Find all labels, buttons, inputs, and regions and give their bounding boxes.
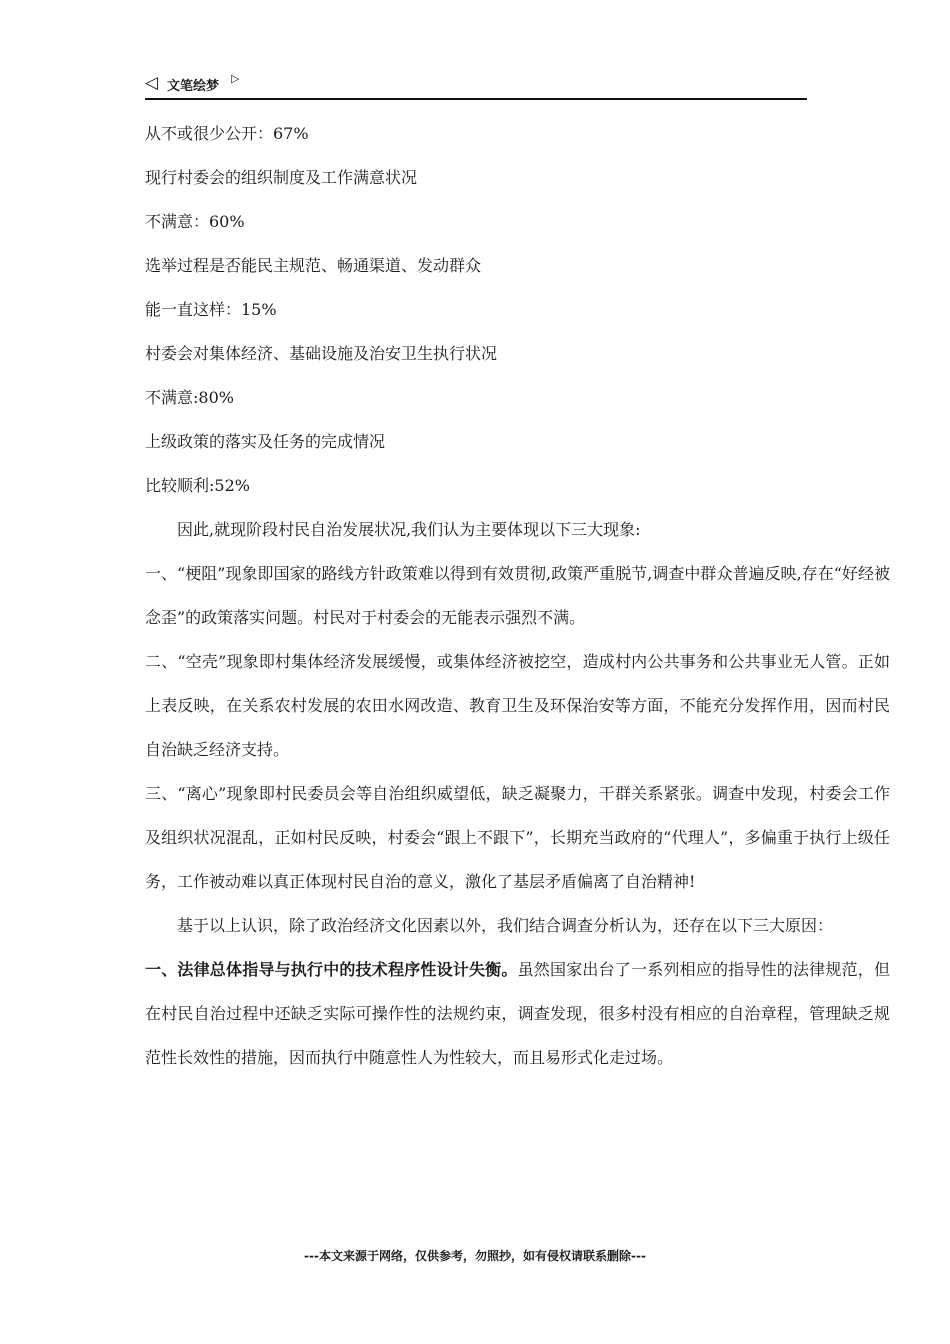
- reason-paragraph: [145, 948, 890, 1080]
- reason-body: 虽然国家出台了一系列相应的指导性的法律规范，但在村民自治过程中还缺乏实际可操作性的法规约束，调查发现，很多村没有相应的自治章程，管理缺乏规范性长效性的措施，因而执行中随意性人为性较大，而且易形式化走过场。: [145, 960, 890, 1067]
- survey-line: 不满意:80%: [145, 388, 234, 407]
- phenomenon-paragraph: 三、“离心”现象即村民委员会等自治组织威望低，缺乏凝聚力，干群关系紧张。调查中发现，村委会工作及组织状况混乱，正如村民反映，村委会“跟上不跟下”，长期充当政府的“代理人”，多偏重于执行上级任务，工作被动难以真正体现村民自治的意义，激化了基层矛盾偏离了自治精神!: [145, 784, 890, 891]
- left-triangle-icon: ◁: [145, 73, 159, 93]
- survey-line: 村委会对集体经济、基础设施及治安卫生执行状况: [145, 344, 498, 363]
- reasons-intro-paragraph: 基于以上认识，除了政治经济文化因素以外，我们结合调查分析认为，还存在以下三大原因：: [177, 916, 834, 935]
- phenomenon-paragraph: 二、“空壳”现象即村集体经济发展缓慢，或集体经济被挖空，造成村内公共事务和公共事业无人管。正如上表反映，在关系农村发展的农田水网改造、教育卫生及环保治安等方面，不能充分发挥作用，因而村民自治缺乏经济支持。: [145, 652, 890, 759]
- survey-line: 现行村委会的组织制度及工作满意状况: [145, 168, 418, 187]
- survey-line: 选举过程是否能民主规范、畅通渠道、发动群众: [145, 256, 482, 275]
- reason-heading: 一、法律总体指导与执行中的技术程序性设计失衡。: [145, 960, 518, 979]
- survey-line: 从不或很少公开：67%: [145, 124, 309, 143]
- survey-line: 不满意：60%: [145, 212, 245, 231]
- right-triangle-icon: ▷: [231, 72, 240, 85]
- header-title: 文笔绘梦: [167, 79, 220, 94]
- document-body: [145, 112, 890, 1080]
- survey-line: 上级政策的落实及任务的完成情况: [145, 432, 386, 451]
- phenomenon-paragraph: 一、“梗阻”现象即国家的路线方针政策难以得到有效贯彻,政策严重脱节,调查中群众普遍反映,存在“好经被念歪”的政策落实问题。村民对于村委会的无能表示强烈不满。: [145, 564, 890, 627]
- page-header: [145, 72, 807, 100]
- intro-paragraph: 因此,就现阶段村民自治发展状况,我们认为主要体现以下三大现象:: [177, 520, 641, 539]
- survey-line: 能一直这样：15%: [145, 300, 277, 319]
- survey-line: 比较顺利:52%: [145, 476, 250, 495]
- footer-disclaimer: ---本文来源于网络，仅供参考，勿照抄，如有侵权请联系删除---: [304, 1249, 646, 1263]
